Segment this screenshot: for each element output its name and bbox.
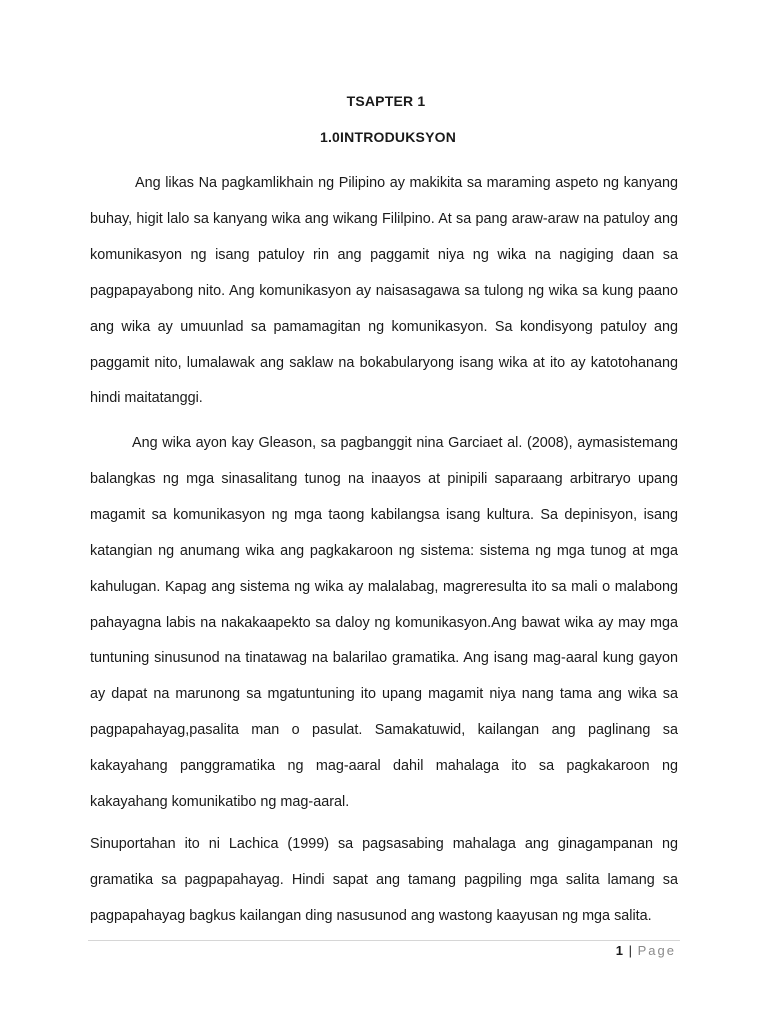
page-number: 1 [615, 943, 623, 958]
paragraph-support: Sinuportahan ito ni Lachica (1999) sa pagsasabing mahalaga ang ginagampanan ng gramatika sa pagpapahayag. Hindi sapat ang tamang pagpiling mga salita lamang sa pagpapahayag bagkus kailangan ding nasusunod ang wastong kaayusan ng mga salita. [90, 836, 678, 924]
chapter-title: TSAPTER 1 [346, 93, 426, 109]
page-word: Page [637, 943, 676, 958]
page-footer [616, 943, 676, 958]
section-title: 1.0INTRODUKSYON [319, 129, 457, 145]
footer-divider [88, 940, 680, 941]
footer-separator: | [628, 943, 632, 958]
paragraph-definition: Ang wika ayon kay Gleason, sa pagbanggit nina Garciaet al. (2008), aymasistemang balangkas ng mga sinasalitang tunog na inaayos at pinipili saparaang arbitraryo upang magamit sa komunikasyon ng mga taong kabilangsa isang kultura. Sa depinisyon, isang katangian ng anumang wika ang pagkakaroon ng sistema: sistema ng mga tunog at mga kahulugan. Kapag ang sistema ng wika ay malalabag, magreresulta ito sa mali o malabong pahayagna labis na nakakaapekto sa daloy ng komunikasyon.Ang bawat wika ay may mga tuntuning sinusunod na tinatawag na balarilao gramatika. Ang isang mag-aaral kung gayon ay dapat na marunong sa mgatuntuning ito upang magamit niya nang tama ang wika sa pagpapahayag,pasalita man o pasulat. Samakatuwid, kailangan ang paglinang sa kakayahang panggramatika ng mag-aaral dahil mahalaga ito sa pagkakaroon ng kakayahang komunikatibo ng mag-aaral. [90, 435, 678, 811]
paragraph-introduction: Ang likas Na pagkamlikhain ng Pilipino ay makikita sa maraming aspeto ng kanyang buhay, higit lalo sa kanyang wika ang wikang Fililpino. At sa pang araw-araw na patuloy ang komunikasyon ng isang patuloy rin ang paggamit niya ng wika na nagiging daan sa pagpapayabong nito. Ang komunikasyon ay naisasagawa sa tulong ng wika sa kung paano ang wika ay umuunlad sa pamamagitan ng komunikasyon. Sa kondisyong patuloy ang paggamit nito, lumalawak ang saklaw na bokabularyong isang wika at ito ay katotohanang hindi maitatanggi. [90, 175, 678, 407]
